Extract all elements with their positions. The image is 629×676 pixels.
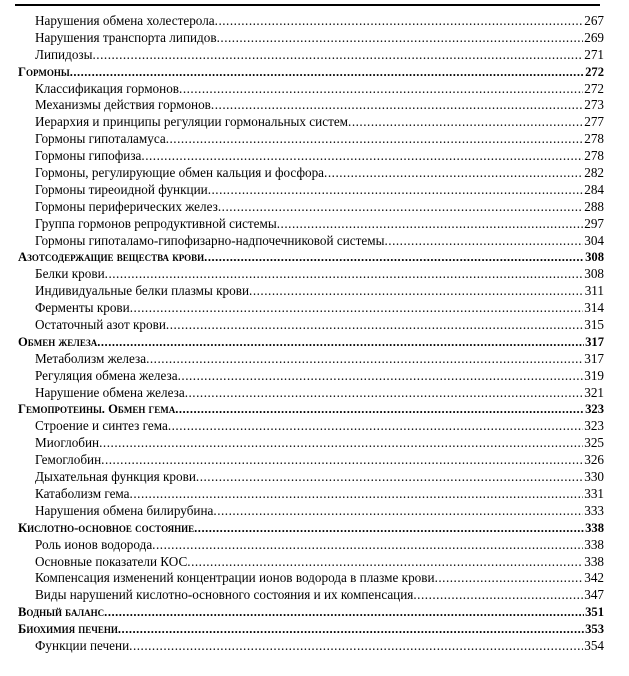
dot-leader bbox=[104, 604, 584, 621]
toc-section[interactable] bbox=[18, 182, 604, 199]
toc-entry-page: 278 bbox=[584, 131, 604, 147]
toc-entry-page: 304 bbox=[584, 232, 604, 248]
toc-section[interactable] bbox=[18, 148, 604, 165]
dot-leader bbox=[130, 486, 584, 503]
toc-entry-page: 317 bbox=[584, 350, 604, 366]
toc-section[interactable] bbox=[18, 47, 604, 64]
toc-entry-title: Виды нарушений кислотно-основного состояния и их компенсация bbox=[35, 587, 414, 603]
dot-leader bbox=[152, 537, 583, 554]
toc-entry-title: Ферменты крови bbox=[35, 300, 130, 316]
toc-entry-title: Гормоны гипоталамо-гипофизарно-надпочечниковой системы bbox=[35, 232, 385, 248]
toc-entry-title: Гормоны тиреоидной функции bbox=[35, 181, 208, 197]
toc-entry-page: 282 bbox=[584, 165, 604, 181]
toc-section[interactable] bbox=[18, 486, 604, 503]
dot-leader bbox=[435, 570, 584, 587]
toc-chapter[interactable] bbox=[18, 334, 604, 351]
toc-entry-title: Классификация гормонов bbox=[35, 80, 180, 96]
dot-leader bbox=[168, 418, 583, 435]
toc-entry-title: Основные показатели КОС bbox=[35, 553, 188, 569]
toc-section[interactable] bbox=[18, 469, 604, 486]
toc-chapter[interactable] bbox=[18, 520, 604, 537]
toc-section[interactable] bbox=[18, 266, 604, 283]
toc-entry-page: 315 bbox=[584, 317, 604, 333]
dot-leader bbox=[70, 64, 584, 81]
toc-entry-title: Биохимия печени bbox=[18, 622, 118, 637]
toc-entry-page: 323 bbox=[585, 402, 604, 417]
dot-leader bbox=[218, 199, 583, 216]
toc-section[interactable] bbox=[18, 554, 604, 571]
toc-entry-page: 317 bbox=[585, 334, 604, 349]
toc-entry-page: 323 bbox=[584, 418, 604, 434]
toc-entry-title: Нарушения обмена билирубина bbox=[35, 502, 214, 518]
toc-section[interactable] bbox=[18, 114, 604, 131]
dot-leader bbox=[413, 587, 583, 604]
toc-entry-page: 338 bbox=[584, 553, 604, 569]
toc-entry-page: 273 bbox=[584, 97, 604, 113]
dot-leader bbox=[141, 148, 583, 165]
dot-leader bbox=[130, 300, 583, 317]
dot-leader bbox=[166, 131, 584, 148]
toc-entry-page: 342 bbox=[584, 570, 604, 586]
table-of-contents bbox=[18, 13, 604, 655]
toc-entry-page: 288 bbox=[584, 198, 604, 214]
toc-chapter[interactable] bbox=[18, 249, 604, 266]
toc-entry-title: Нарушения транспорта липидов bbox=[35, 29, 217, 45]
toc-entry-title: Гормоны периферических желез bbox=[35, 198, 218, 214]
toc-chapter[interactable] bbox=[18, 621, 604, 638]
dot-leader bbox=[178, 368, 584, 385]
dot-leader bbox=[208, 182, 584, 199]
toc-entry-page: 308 bbox=[585, 250, 604, 265]
dot-leader bbox=[194, 520, 584, 537]
dot-leader bbox=[93, 47, 584, 64]
toc-entry-title: Азотсодержащие вещества крови bbox=[18, 250, 205, 265]
dot-leader bbox=[101, 452, 583, 469]
toc-section[interactable] bbox=[18, 131, 604, 148]
toc-section[interactable] bbox=[18, 30, 604, 47]
toc-entry-page: 353 bbox=[585, 622, 604, 637]
toc-entry-title: Обмен железа bbox=[18, 334, 98, 349]
toc-entry-title: Гемопротеины. Обмен гема bbox=[18, 402, 176, 417]
toc-entry-title: Дыхательная функция крови bbox=[35, 469, 196, 485]
toc-entry-title: Гормоны, регулирующие обмен кальция и фосфора bbox=[35, 165, 325, 181]
toc-entry-title: Гормоны bbox=[18, 64, 70, 79]
toc-entry-title: Механизмы действия гормонов bbox=[35, 97, 211, 113]
toc-entry-title: Строение и синтез гема bbox=[35, 418, 168, 434]
dot-leader bbox=[211, 97, 583, 114]
toc-entry-page: 308 bbox=[584, 266, 604, 282]
dot-leader bbox=[277, 216, 583, 233]
toc-section[interactable] bbox=[18, 418, 604, 435]
toc-entry-page: 314 bbox=[584, 300, 604, 316]
toc-entry-page: 333 bbox=[584, 502, 604, 518]
toc-section[interactable] bbox=[18, 385, 604, 402]
toc-entry-page: 267 bbox=[584, 13, 604, 28]
toc-entry-page: 319 bbox=[584, 367, 604, 383]
dot-leader bbox=[384, 233, 583, 250]
toc-section[interactable] bbox=[18, 97, 604, 114]
toc-entry-page: 311 bbox=[584, 283, 604, 299]
dot-leader bbox=[105, 266, 584, 283]
toc-entry-title: Регуляция обмена железа bbox=[35, 367, 178, 383]
toc-entry-title: Нарушение обмена железа bbox=[35, 384, 185, 400]
toc-section[interactable] bbox=[18, 13, 604, 30]
toc-entry-title: Гемоглобин bbox=[35, 452, 102, 468]
toc-section[interactable] bbox=[18, 283, 604, 300]
toc-entry-page: 272 bbox=[584, 80, 604, 96]
dot-leader bbox=[97, 334, 584, 351]
toc-section[interactable] bbox=[18, 300, 604, 317]
dot-leader bbox=[146, 351, 583, 368]
toc-entry-page: 330 bbox=[584, 469, 604, 485]
toc-entry-page: 269 bbox=[584, 29, 604, 45]
toc-chapter[interactable] bbox=[18, 64, 604, 81]
toc-section[interactable] bbox=[18, 452, 604, 469]
toc-entry-title: Иерархия и принципы регуляции гормональных систем bbox=[35, 114, 349, 130]
dot-leader bbox=[129, 638, 583, 655]
toc-entry-page: 278 bbox=[584, 148, 604, 164]
toc-entry-page: 354 bbox=[584, 637, 604, 653]
toc-entry-title: Белки крови bbox=[35, 266, 105, 282]
toc-entry-title: Метаболизм железа bbox=[35, 350, 147, 366]
dot-leader bbox=[348, 114, 583, 131]
toc-entry-page: 338 bbox=[585, 520, 604, 535]
toc-entry-title: Кислотно-основное состояние bbox=[18, 520, 195, 535]
toc-section[interactable] bbox=[18, 435, 604, 452]
toc-entry-page: 284 bbox=[584, 181, 604, 197]
dot-leader bbox=[215, 13, 584, 30]
toc-entry-title: Миоглобин bbox=[35, 435, 100, 451]
dot-leader bbox=[204, 249, 584, 266]
toc-entry-title: Липидозы bbox=[35, 46, 93, 62]
toc-section[interactable] bbox=[18, 537, 604, 554]
dot-leader bbox=[217, 30, 584, 47]
header-rule bbox=[15, 4, 600, 6]
toc-section[interactable] bbox=[18, 503, 604, 520]
toc-section[interactable] bbox=[18, 233, 604, 250]
toc-section[interactable] bbox=[18, 351, 604, 368]
toc-entry-page: 272 bbox=[585, 64, 604, 79]
toc-entry-title: Функции печени bbox=[35, 637, 130, 653]
dot-leader bbox=[196, 469, 583, 486]
toc-entry-title: Нарушения обмена холестерола bbox=[35, 13, 215, 28]
toc-entry-page: 338 bbox=[584, 536, 604, 552]
toc-entry-title: Гормоны гипофиза bbox=[35, 148, 142, 164]
dot-leader bbox=[324, 165, 583, 182]
toc-entry-title: Водный баланс bbox=[18, 605, 105, 620]
toc-entry-title: Группа гормонов репродуктивной системы bbox=[35, 215, 277, 231]
toc-entry-title: Компенсация изменений концентрации ионов водорода в плазме крови bbox=[35, 570, 435, 586]
toc-entry-title: Гормоны гипоталамуса bbox=[35, 131, 166, 147]
toc-entry-title: Индивидуальные белки плазмы крови bbox=[35, 283, 250, 299]
toc-section[interactable] bbox=[18, 638, 604, 655]
toc-section[interactable] bbox=[18, 317, 604, 334]
toc-chapter[interactable] bbox=[18, 604, 604, 621]
toc-entry-page: 325 bbox=[584, 435, 604, 451]
toc-entry-page: 297 bbox=[584, 215, 604, 231]
toc-entry-title: Остаточный азот крови bbox=[35, 317, 166, 333]
dot-leader bbox=[99, 435, 583, 452]
toc-entry-title: Катаболизм гема bbox=[35, 485, 130, 501]
dot-leader bbox=[187, 554, 583, 571]
toc-entry-title: Роль ионов водорода bbox=[35, 536, 153, 552]
dot-leader bbox=[179, 81, 583, 98]
toc-entry-page: 351 bbox=[585, 605, 604, 620]
toc-chapter[interactable] bbox=[18, 401, 604, 418]
toc-entry-page: 347 bbox=[584, 587, 604, 603]
dot-leader bbox=[166, 317, 583, 334]
dot-leader bbox=[213, 503, 583, 520]
toc-section[interactable] bbox=[18, 368, 604, 385]
dot-leader bbox=[118, 621, 584, 638]
toc-section[interactable] bbox=[18, 81, 604, 98]
toc-section[interactable] bbox=[18, 165, 604, 182]
toc-entry-page: 326 bbox=[584, 452, 604, 468]
dot-leader bbox=[249, 283, 584, 300]
dot-leader bbox=[185, 385, 584, 402]
toc-section[interactable] bbox=[18, 216, 604, 233]
toc-entry-page: 271 bbox=[584, 46, 604, 62]
dot-leader bbox=[175, 401, 584, 418]
toc-section[interactable] bbox=[18, 587, 604, 604]
toc-entry-page: 321 bbox=[584, 384, 604, 400]
toc-entry-page: 331 bbox=[584, 485, 604, 501]
toc-section[interactable] bbox=[18, 570, 604, 587]
toc-entry-page: 277 bbox=[584, 114, 604, 130]
toc-section[interactable] bbox=[18, 199, 604, 216]
